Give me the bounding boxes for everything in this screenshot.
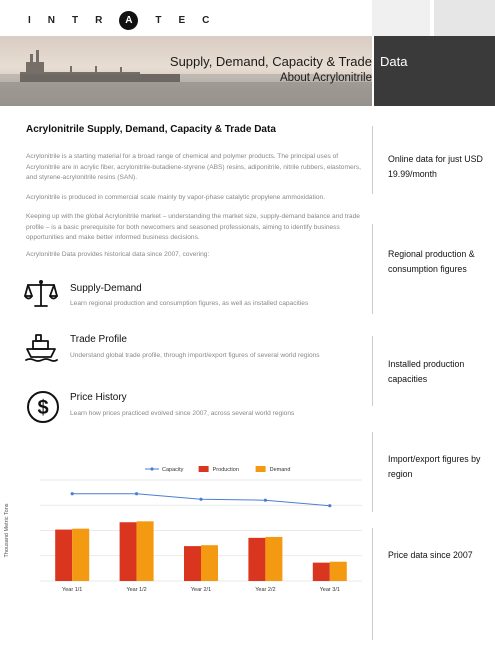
hero-title-tail: Data xyxy=(380,54,408,69)
chart-bar-production xyxy=(313,563,330,581)
paragraph-production: Acrylonitrile is produced in commercial scale mainly by vapor-phase catalytic propylene ammoxidation. xyxy=(26,194,326,201)
legend-label-capacity: Capacity xyxy=(162,467,184,473)
logo-letter: I xyxy=(28,14,31,26)
intratec-logo[interactable] xyxy=(28,12,209,28)
chart-point-capacity xyxy=(71,492,74,495)
feature-desc-trade-profile: Understand global trade profile, through import/export figures of several world regions xyxy=(70,352,320,359)
feature-desc-supply-demand: Learn regional production and consumption figures, as well as installed capacities xyxy=(70,300,309,307)
feature-title-supply-demand: Supply-Demand xyxy=(70,283,142,294)
chart-x-tick-label: Year 3/1 xyxy=(319,587,340,593)
chart xyxy=(0,455,372,640)
hero-title: Supply, Demand, Capacity & Trade xyxy=(169,54,372,69)
chart-bar-demand xyxy=(330,562,347,581)
legend-swatch-production xyxy=(199,466,209,472)
section-heading: Acrylonitrile Supply, Demand, Capacity & Trade Data xyxy=(26,124,276,135)
chart-x-tick-label: Year 2/2 xyxy=(255,587,276,593)
chart-x-tick-label: Year 1/1 xyxy=(62,587,83,593)
sidebar xyxy=(372,124,495,640)
legend-label-demand: Demand xyxy=(269,467,291,473)
hero-title-box xyxy=(374,36,495,106)
sidebar-divider xyxy=(372,336,373,406)
chart-bar-demand xyxy=(137,521,154,581)
paragraph-uses: Acrylonitrile is a starting material for a broad range of chemical and polymer products. The principal uses of Acrylonitrile are in acrylic fiber, acrylonitrile-butadiene-styrene (ABS) resins, adiponitrile, nitrile rubbers, elastomers, and styrene-acrylonitrile resins (SAN). xyxy=(26,153,361,181)
logo-letter: R xyxy=(95,14,103,26)
legend-marker-capacity xyxy=(150,467,153,470)
legend-label-production: Production xyxy=(212,467,239,473)
feature-desc-price-history: Learn how prices practiced evolved since 2007, across several world regions xyxy=(70,410,295,417)
feature-title-trade-profile: Trade Profile xyxy=(70,334,127,345)
chart-point-capacity xyxy=(135,492,138,495)
sidebar-item-prices: Price data since 2007 xyxy=(388,550,473,560)
header-block-light xyxy=(372,0,430,36)
logo-letter: E xyxy=(178,14,186,26)
header-block-gray xyxy=(434,0,495,36)
sidebar-divider xyxy=(372,224,373,314)
svg-text:$: $ xyxy=(37,397,49,419)
chart-bar-production xyxy=(184,546,201,581)
paragraph-coverage: Acrylonitrile Data provides historical data since 2007, covering: xyxy=(26,251,210,258)
dollar-icon xyxy=(26,390,60,424)
logo-letter: T xyxy=(72,14,79,26)
chart-bar-demand xyxy=(265,537,282,581)
sidebar-divider xyxy=(372,528,373,640)
chart-x-tick-label: Year 1/2 xyxy=(126,587,147,593)
logo-letter: C xyxy=(202,14,210,26)
sidebar-item-regional: Regional production & consumption figures xyxy=(388,249,475,274)
chart-x-tick-label: Year 2/1 xyxy=(190,587,212,593)
chart-point-capacity xyxy=(264,499,267,502)
chart-point-capacity xyxy=(328,504,331,507)
chart-bar-demand xyxy=(201,545,218,581)
logo-letter: N xyxy=(47,14,56,26)
scale-icon xyxy=(24,277,58,311)
ship-photo xyxy=(0,36,372,106)
sidebar-item-pricing: Online data for just USD 19.99/month xyxy=(388,154,483,179)
chart-bar-production xyxy=(120,522,137,581)
ship-icon xyxy=(24,330,58,364)
sidebar-item-capacities: Installed production capacities xyxy=(388,359,465,384)
chart-bar-demand xyxy=(72,529,89,581)
hero-subtitle: About Acrylonitrile xyxy=(279,72,372,84)
hero-banner xyxy=(0,36,372,106)
chart-svg xyxy=(0,455,372,640)
logo-letter: T xyxy=(155,14,162,26)
chart-bar-production xyxy=(248,538,265,581)
chart-point-capacity xyxy=(199,498,202,501)
chart-bar-production xyxy=(55,530,72,581)
sidebar-item-trade: Import/export figures by region xyxy=(388,454,481,479)
paragraph-market: Keeping up with the global Acrylonitrile market – understanding the market size, supply-demand balance and trade profile – is a basic prerequisite for both newcomers and seasoned professionals, aiming to identify business opportunities and make better informed business decisions. xyxy=(26,213,360,241)
feature-title-price-history: Price History xyxy=(70,392,127,403)
sidebar-divider xyxy=(372,432,373,512)
chart-ylabel: Thousand Metric Tons xyxy=(4,503,10,558)
logo-letter-circled: A xyxy=(119,11,138,30)
sidebar-divider xyxy=(372,126,373,194)
legend-swatch-demand xyxy=(256,466,266,472)
